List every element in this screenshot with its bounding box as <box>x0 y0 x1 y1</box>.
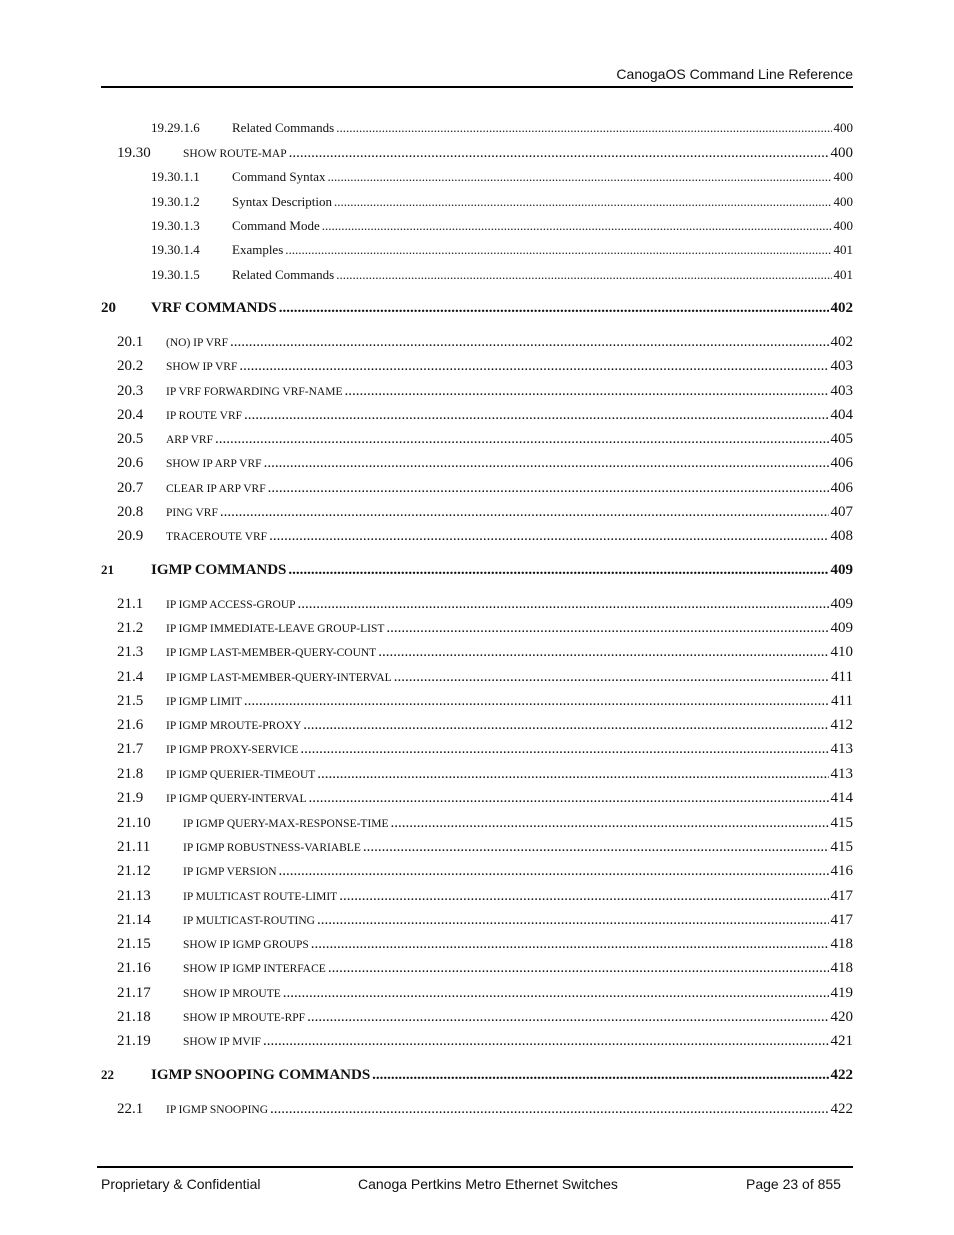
dot-leader <box>288 562 828 579</box>
toc-entry-title: IP IGMP QUERIER-TIMEOUT <box>166 769 316 781</box>
dot-leader <box>322 218 832 234</box>
toc-entry-page: 415 <box>830 815 853 831</box>
toc-entry[interactable] <box>0 669 954 686</box>
toc-entry-page: 422 <box>830 1101 853 1117</box>
toc-entry-page: 402 <box>830 334 853 350</box>
toc-entry[interactable] <box>0 218 954 234</box>
footer-confidential: Proprietary & Confidential <box>101 1176 261 1192</box>
toc-entry[interactable] <box>0 267 954 283</box>
toc-entry-title: SHOW IP MROUTE <box>183 988 281 1000</box>
toc-entry-number: 20.6 <box>117 455 144 471</box>
dot-leader <box>285 242 831 258</box>
dot-leader <box>239 358 828 375</box>
toc-entry-title: SHOW IP MVIF <box>183 1036 261 1048</box>
toc-entry-title: Examples <box>232 242 284 257</box>
toc-entry-number: 21.4 <box>117 669 144 685</box>
dot-leader <box>220 504 829 521</box>
toc-entry-number: 21.9 <box>117 790 144 806</box>
toc-entry-page: 412 <box>830 717 853 733</box>
toc-entry[interactable] <box>0 644 954 661</box>
toc-entry-title: IP IGMP PROXY-SERVICE <box>166 744 299 756</box>
toc-entry-number: 20.7 <box>117 480 144 496</box>
toc-entry[interactable] <box>0 596 954 613</box>
toc-entry[interactable] <box>0 1009 954 1026</box>
toc-entry-title: IP MULTICAST-ROUTING <box>183 915 315 927</box>
toc-entry-number: 21.3 <box>117 644 144 660</box>
toc-entry-page: 404 <box>830 407 853 423</box>
toc-entry-number: 19.29.1.6 <box>151 120 200 135</box>
dot-leader <box>311 936 829 953</box>
toc-entry-page: 402 <box>830 300 853 316</box>
toc-entry-page: 415 <box>830 839 853 855</box>
toc-entry-page: 409 <box>830 620 853 636</box>
dot-leader <box>215 431 829 448</box>
toc-entry-page: 417 <box>830 888 853 904</box>
toc-entry-number: 19.30.1.2 <box>151 194 200 209</box>
toc-entry-page: 413 <box>830 766 853 782</box>
toc-entry[interactable] <box>0 766 954 783</box>
toc-entry[interactable] <box>0 194 954 210</box>
dot-leader <box>289 145 829 162</box>
toc-entry-number: 21.1 <box>117 596 144 612</box>
toc-entry[interactable] <box>0 960 954 977</box>
toc-entry-page: 401 <box>833 242 853 257</box>
toc-entry-page: 400 <box>833 218 853 233</box>
toc-entry-title: SHOW IP ARP VRF <box>166 458 262 470</box>
toc-entry-number: 21.12 <box>117 863 151 879</box>
toc-entry-number: 22.1 <box>117 1101 144 1117</box>
dot-leader <box>372 1067 828 1084</box>
toc-entry-number: 21.16 <box>117 960 151 976</box>
dot-leader <box>269 528 828 545</box>
toc-entry-page: 403 <box>830 358 853 374</box>
toc-entry-number: 19.30 <box>117 145 151 161</box>
dot-leader <box>300 741 828 758</box>
toc-entry[interactable] <box>0 693 954 710</box>
toc-entry-title: ARP VRF <box>166 434 213 446</box>
dot-leader <box>328 960 829 977</box>
toc-entry[interactable] <box>0 985 954 1002</box>
toc-entry[interactable] <box>0 334 954 351</box>
header-rule <box>101 86 853 88</box>
toc-entry-title: IP IGMP QUERY-INTERVAL <box>166 793 307 805</box>
toc-entry-number: 20 <box>101 300 116 316</box>
running-header: CanogaOS Command Line Reference <box>616 66 853 82</box>
toc-entry[interactable] <box>0 888 954 905</box>
toc-entry-number: 21.15 <box>117 936 151 952</box>
dot-leader <box>317 912 829 929</box>
toc-entry-number: 20.5 <box>117 431 144 447</box>
toc-entry-page: 400 <box>830 145 853 161</box>
toc-entry-page: 401 <box>833 267 853 282</box>
toc-entry[interactable] <box>0 815 954 832</box>
toc-entry-number: 21.17 <box>117 985 151 1001</box>
toc-entry-title: CLEAR IP ARP VRF <box>166 483 266 495</box>
toc-entry-page: 407 <box>830 504 853 520</box>
toc-entry-number: 20.2 <box>117 358 144 374</box>
toc-entry-page: 409 <box>830 596 853 612</box>
dot-leader <box>263 1033 829 1050</box>
toc-entry-title: IP IGMP IMMEDIATE-LEAVE GROUP-LIST <box>166 623 385 635</box>
footer-product: Canoga Pertkins Metro Ethernet Switches <box>358 1176 618 1192</box>
dot-leader <box>336 267 831 283</box>
toc-entry[interactable] <box>0 169 954 185</box>
dot-leader <box>334 194 831 210</box>
toc-entry-number: 21.14 <box>117 912 151 928</box>
toc-entry-page: 406 <box>830 480 853 496</box>
toc-entry-number: 22 <box>101 1067 114 1082</box>
toc-entry-title: Related Commands <box>232 267 335 282</box>
toc-entry-title: IP IGMP ACCESS-GROUP <box>166 599 296 611</box>
toc-entry[interactable] <box>0 620 954 637</box>
dot-leader <box>328 169 832 185</box>
toc-entry-title: Related Commands <box>232 120 335 135</box>
dot-leader <box>317 766 828 783</box>
toc-entry-title: TRACEROUTE VRF <box>166 531 268 543</box>
toc-entry-title: IP IGMP VERSION <box>183 866 277 878</box>
toc-entry-number: 20.8 <box>117 504 144 520</box>
toc-entry-number: 21.7 <box>117 741 144 757</box>
toc-entry-page: 420 <box>830 1009 853 1025</box>
toc-entry-number: 20.4 <box>117 407 144 423</box>
toc-entry-title: IP IGMP LAST-MEMBER-QUERY-INTERVAL <box>166 672 392 684</box>
toc-entry-page: 422 <box>830 1067 853 1083</box>
dot-leader <box>339 888 828 905</box>
toc-entry-page: 421 <box>830 1033 853 1049</box>
toc-entry-title: SHOW IP MROUTE-RPF <box>183 1012 306 1024</box>
toc-entry-title: IP MULTICAST ROUTE-LIMIT <box>183 891 338 903</box>
toc-entry[interactable] <box>0 431 954 448</box>
toc-entry-title: IP IGMP QUERY-MAX-RESPONSE-TIME <box>183 818 389 830</box>
toc-entry-page: 411 <box>831 669 853 685</box>
toc-entry-page: 413 <box>830 741 853 757</box>
toc-entry-page: 400 <box>833 169 853 184</box>
toc-entry-title: (NO) IP VRF <box>166 337 228 349</box>
dot-leader <box>279 300 829 317</box>
toc-entry[interactable] <box>0 383 954 400</box>
toc-entry-title: SHOW IP VRF <box>166 361 238 373</box>
dot-leader <box>394 669 829 686</box>
toc-entry-title: SHOW IP IGMP INTERFACE <box>183 963 326 975</box>
toc-entry-number: 21.6 <box>117 717 144 733</box>
toc-entry-number: 21.2 <box>117 620 144 636</box>
toc-entry-number: 20.1 <box>117 334 144 350</box>
toc-entry-number: 21.8 <box>117 766 144 782</box>
toc-entry-page: 411 <box>831 693 853 709</box>
toc-entry[interactable] <box>0 717 954 734</box>
toc-entry-title: VRF COMMANDS <box>151 300 277 316</box>
toc-entry-number: 21.5 <box>117 693 144 709</box>
toc-entry-number: 20.9 <box>117 528 144 544</box>
dot-leader <box>244 693 829 710</box>
toc-entry-number: 21.11 <box>117 839 151 855</box>
toc-entry-page: 417 <box>830 912 853 928</box>
toc-entry-page: 408 <box>830 528 853 544</box>
toc-entry-number: 19.30.1.4 <box>151 242 200 257</box>
dot-leader <box>309 790 829 807</box>
footer-page-number: Page 23 of 855 <box>746 1176 841 1192</box>
toc-entry[interactable] <box>0 1101 954 1118</box>
toc-entry[interactable] <box>0 407 954 424</box>
toc-entry-page: 403 <box>830 383 853 399</box>
toc-entry-title: Syntax Description <box>232 194 333 209</box>
toc-entry-title: IP IGMP LIMIT <box>166 696 242 708</box>
toc-entry-page: 410 <box>830 644 853 660</box>
toc-entry-title: IP ROUTE VRF <box>166 410 243 422</box>
dot-leader <box>303 717 828 734</box>
toc-entry-title: Command Mode <box>232 218 320 233</box>
toc-entry-page: 409 <box>830 562 853 578</box>
toc-entry-number: 21.18 <box>117 1009 151 1025</box>
toc-entry[interactable] <box>0 1067 954 1084</box>
toc-entry-page: 418 <box>830 960 853 976</box>
dot-leader <box>270 1101 828 1118</box>
toc-entry[interactable] <box>0 358 954 375</box>
toc-entry-page: 400 <box>833 120 853 135</box>
toc-entry-title: IP IGMP LAST-MEMBER-QUERY-COUNT <box>166 647 377 659</box>
toc-entry-number: 19.30.1.3 <box>151 218 200 233</box>
toc-entry-page: 419 <box>830 985 853 1001</box>
toc-entry-page: 400 <box>833 194 853 209</box>
toc-entry-number: 21 <box>101 562 114 577</box>
dot-leader <box>344 383 828 400</box>
toc-entry[interactable] <box>0 839 954 856</box>
toc-entry[interactable] <box>0 242 954 258</box>
toc-entry-title: Command Syntax <box>232 169 326 184</box>
toc-entry-title: IP IGMP MROUTE-PROXY <box>166 720 302 732</box>
toc-entry-number: 21.10 <box>117 815 151 831</box>
toc-entry-title: PING VRF <box>166 507 218 519</box>
dot-leader <box>363 839 829 856</box>
dot-leader <box>391 815 829 832</box>
dot-leader <box>386 620 828 637</box>
toc-entry-title: IP VRF FORWARDING VRF-NAME <box>166 386 343 398</box>
toc-entry[interactable] <box>0 912 954 929</box>
toc-entry[interactable] <box>0 480 954 497</box>
toc-entry-page: 406 <box>830 455 853 471</box>
dot-leader <box>378 644 828 661</box>
toc-entry[interactable] <box>0 741 954 758</box>
toc-entry-page: 418 <box>830 936 853 952</box>
dot-leader <box>268 480 829 497</box>
toc-entry[interactable] <box>0 863 954 880</box>
footer-rule <box>97 1166 853 1168</box>
toc-entry[interactable] <box>0 120 954 136</box>
toc-entry-number: 20.3 <box>117 383 144 399</box>
toc-entry-number: 21.13 <box>117 888 151 904</box>
dot-leader <box>298 596 829 613</box>
toc-entry-page: 416 <box>830 863 853 879</box>
toc-entry[interactable] <box>0 300 954 317</box>
toc-entry-number: 19.30.1.5 <box>151 267 200 282</box>
dot-leader <box>279 863 829 880</box>
toc-entry-title: IGMP COMMANDS <box>151 562 287 578</box>
toc-entry[interactable] <box>0 145 954 162</box>
dot-leader <box>264 455 829 472</box>
dot-leader <box>336 120 831 136</box>
toc-entry-number: 19.30.1.1 <box>151 169 200 184</box>
toc-entry[interactable] <box>0 562 954 579</box>
toc-entry-page: 405 <box>830 431 853 447</box>
toc-entry-title: SHOW IP IGMP GROUPS <box>183 939 309 951</box>
dot-leader <box>283 985 829 1002</box>
toc-entry[interactable] <box>0 1033 954 1050</box>
toc-entry-title: IP IGMP SNOOPING <box>166 1104 269 1116</box>
dot-leader <box>230 334 829 351</box>
dot-leader <box>244 407 828 424</box>
toc-entry-title: IP IGMP ROBUSTNESS-VARIABLE <box>183 842 361 854</box>
toc-entry[interactable] <box>0 504 954 521</box>
toc-entry[interactable] <box>0 455 954 472</box>
toc-entry[interactable] <box>0 528 954 545</box>
toc-entry-page: 414 <box>830 790 853 806</box>
toc-entry-title: IGMP SNOOPING COMMANDS <box>151 1067 371 1083</box>
toc-entry[interactable] <box>0 790 954 807</box>
toc-entry[interactable] <box>0 936 954 953</box>
toc-entry-number: 21.19 <box>117 1033 151 1049</box>
toc-entry-title: SHOW ROUTE-MAP <box>183 148 287 160</box>
dot-leader <box>307 1009 828 1026</box>
